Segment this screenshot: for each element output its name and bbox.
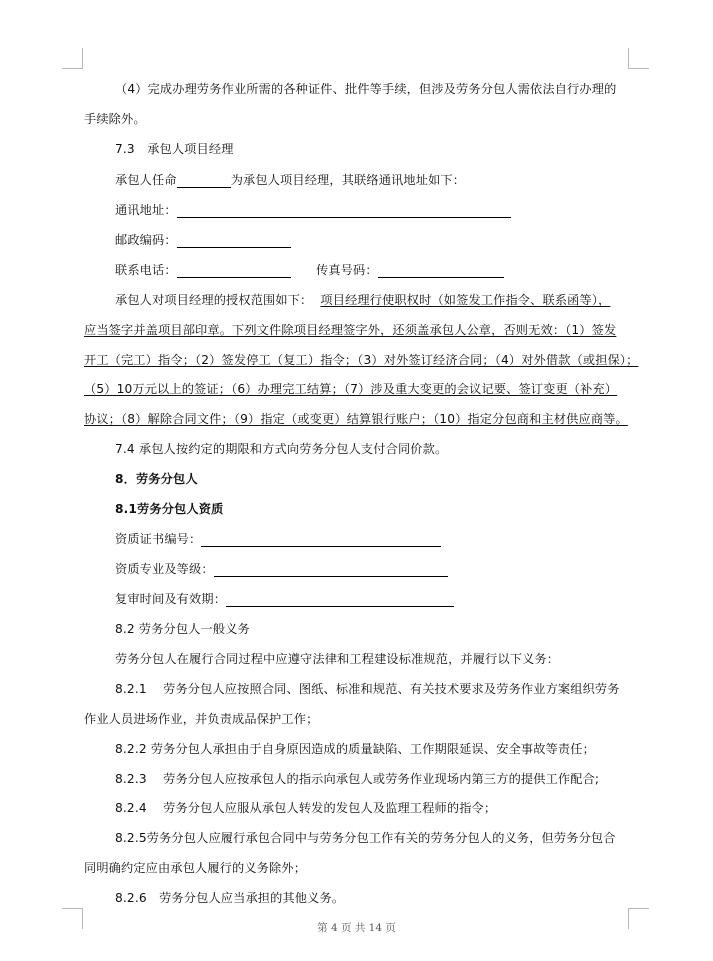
form-field-phone <box>115 262 291 278</box>
paragraph-line: 手续除外。 <box>84 112 146 126</box>
paragraph-line <box>115 292 610 308</box>
authorization-text: （5）10万元以上的签证；（6）办理完工结算；（7）涉及重大变更的会议记要、签订变更（补充） <box>84 382 618 396</box>
text: 承包人任命 <box>115 173 177 187</box>
authorization-text: 协议；（8）解除合同文件；（9）指定（或变更）结算银行账户；（10）指定分包商和主材供应商等。 <box>84 412 628 426</box>
field-label: 传真号码： <box>316 263 378 277</box>
paragraph-line: 劳务分包人在履行合同过程中应遵守法律和工程建设标准规范，并履行以下义务： <box>115 652 560 666</box>
field-label: 资质专业及等级： <box>115 562 214 576</box>
address-blank <box>177 204 511 218</box>
paragraph-line: 8.2.4 劳务分包人应服从承包人转发的发包人及监理工程师的指令； <box>115 801 497 815</box>
field-label: 邮政编码： <box>115 233 177 247</box>
form-field-qualification <box>115 561 448 577</box>
field-label: 通讯地址： <box>115 203 177 217</box>
form-field-address <box>115 202 511 218</box>
field-label: 联系电话： <box>115 263 177 277</box>
section-heading: 8.2 劳务分包人一般义务 <box>115 622 250 636</box>
form-field-postcode <box>115 232 291 248</box>
paragraph-line: （4）完成办理劳务作业所需的各种证件、批件等手续，但涉及劳务分包人需依法自行办理的 <box>115 82 617 96</box>
form-field-fax <box>316 262 504 278</box>
section-heading: 7.3 承包人项目经理 <box>115 142 234 156</box>
page-footer: 第 4 页 共 14 页 <box>317 922 396 934</box>
authorization-text: 应当签字并盖项目部印章。下列文件除项目经理签字外，还须盖承包人公章，否则无效：（1）签发 <box>84 323 617 337</box>
form-field-cert-number <box>115 531 441 547</box>
paragraph-line: 8.2.1 劳务分包人应按照合同、图纸、标准和规范、有关技术要求及劳务作业方案组织劳务 <box>115 682 620 696</box>
paragraph-line: 8.2.5劳务分包人应履行承包合同中与劳务分包工作有关的劳务分包人的义务，但劳务分包合 <box>115 831 616 845</box>
section-heading: 8.1劳务分包人资质 <box>115 502 224 516</box>
qualification-blank <box>214 563 448 577</box>
paragraph-line: 8.2.3 劳务分包人应按承包人的指示向承包人或劳务作业现场内第三方的提供工作配合; <box>115 772 600 786</box>
phone-blank <box>177 264 291 278</box>
manager-name-blank <box>177 174 231 188</box>
text: 承包人对项目经理的授权范围如下： <box>115 293 313 307</box>
field-label: 资质证书编号： <box>115 532 202 546</box>
form-field-review-date <box>115 591 454 607</box>
paragraph-line <box>115 172 465 188</box>
authorization-text: 开工（完工）指令；（2）签发停工（复工）指令；（3）对外签订经济合同；（4）对外借款（或担保）； <box>84 353 639 367</box>
field-label: 复审时间及有效期： <box>115 592 227 606</box>
paragraph-line: 8.2.6 劳务分包人应当承担的其他义务。 <box>115 891 345 905</box>
review-date-blank <box>226 593 454 607</box>
paragraph-line: 同明确约定应由承包人履行的义务除外； <box>84 861 307 875</box>
paragraph-line: 8.2.2 劳务分包人承担由于自身原因造成的质量缺陷、工作期限延误、安全事故等责任； <box>115 742 595 756</box>
authorization-text: 项目经理行使职权时（如签发工作指令、联系函等）， <box>320 293 611 307</box>
text: 为承包人项目经理，其联络通讯地址如下： <box>230 173 466 187</box>
paragraph-line: 作业人员进场作业，并负责成品保护工作； <box>84 712 319 726</box>
paragraph-line: 7.4 承包人按约定的期限和方式向劳务分包人支付合同价款。 <box>115 442 448 456</box>
crop-mark-top-right <box>628 48 649 69</box>
postcode-blank <box>177 234 291 248</box>
fax-blank <box>378 264 504 278</box>
cert-number-blank <box>201 533 441 547</box>
crop-mark-top-left <box>62 48 83 69</box>
section-heading: 8．劳务分包人 <box>115 472 198 486</box>
